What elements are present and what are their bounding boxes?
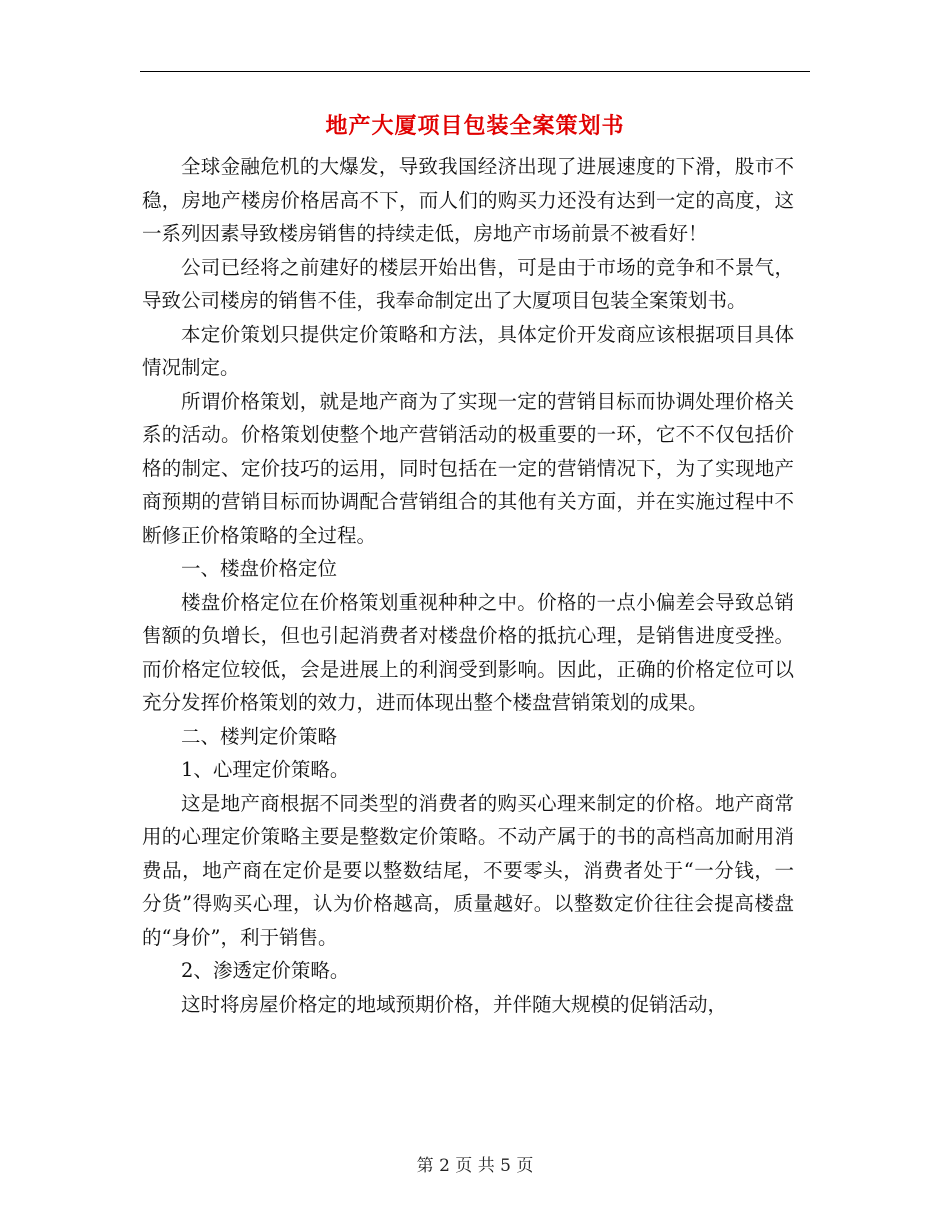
section-heading-pricing-strategy: 二、楼判定价策略	[181, 724, 338, 748]
paragraph-price-positioning: 楼盘价格定位在价格策划重视种种之中。价格的一点小偏差会导致总销售额的负增长，但也引起消费者对楼盘价格的抵抗心理，是销售进度受挫。而价格定位较低，会是进展上的利润受到影响。因此，正确的价格定位可以充分发挥价格策划的效力，进而体现出整个楼盘营销策划的成果。	[142, 590, 794, 714]
paragraph-intro: 全球金融危机的大爆发，导致我国经济出现了进展速度的下滑，股市不稳，房地产楼房价格居高不下，而人们的购买力还没有达到一定的高度，这一系列因素导致楼房销售的持续走低，房地产市场前景不被看好！	[142, 155, 794, 245]
subheading-penetration-pricing: 2、渗透定价策略。	[181, 959, 350, 982]
document-title: 地产大厦项目包装全案策划书	[325, 113, 625, 139]
header-rule	[140, 71, 810, 72]
section-heading-price-positioning: 一、楼盘价格定位	[181, 557, 338, 580]
paragraph-psychological-pricing: 这是地产商根据不同类型的消费者的购买心理来制定的价格。地产商常用的心理定价策略主要是整数定价策略。不动产属于的书的高档高加耐用消费品，地产商在定价是要以整数结尾，不要零头，消费者处于“一分钱，一分货”得购买心理，认为价格越高，质量越好。以整数定价往往会提高楼盘的“身价”，利于销售。	[142, 791, 794, 949]
paragraph-penetration-pricing: 这时将房屋价格定的地域预期价格，并伴随大规模的促销活动，	[181, 992, 728, 1016]
subheading-psychological-pricing: 1、心理定价策略。	[181, 758, 350, 781]
page-number: 第 2 页 共 5 页	[416, 1156, 534, 1176]
paragraph-pricing-scope: 本定价策划只提供定价策略和方法，具体定价开发商应该根据项目具体情况制定。	[142, 322, 794, 379]
paragraph-company-sales: 公司已经将之前建好的楼层开始出售，可是由于市场的竞争和不景气，导致公司楼房的销售不佳，我奉命制定出了大厦项目包装全案策划书。	[142, 255, 794, 312]
document-body	[142, 150, 794, 1021]
paragraph-price-planning: 所谓价格策划，就是地产商为了实现一定的营销目标而协调处理价格关系的活动。价格策划使整个地产营销活动的极重要的一环，它不不仅包括价格的制定、定价技巧的运用，同时包括在一定的营销情况下，为了实现地产商预期的营销目标而协调配合营销组合的其他有关方面，并在实施过程中不断修正价格策略的全过程。	[142, 389, 794, 547]
